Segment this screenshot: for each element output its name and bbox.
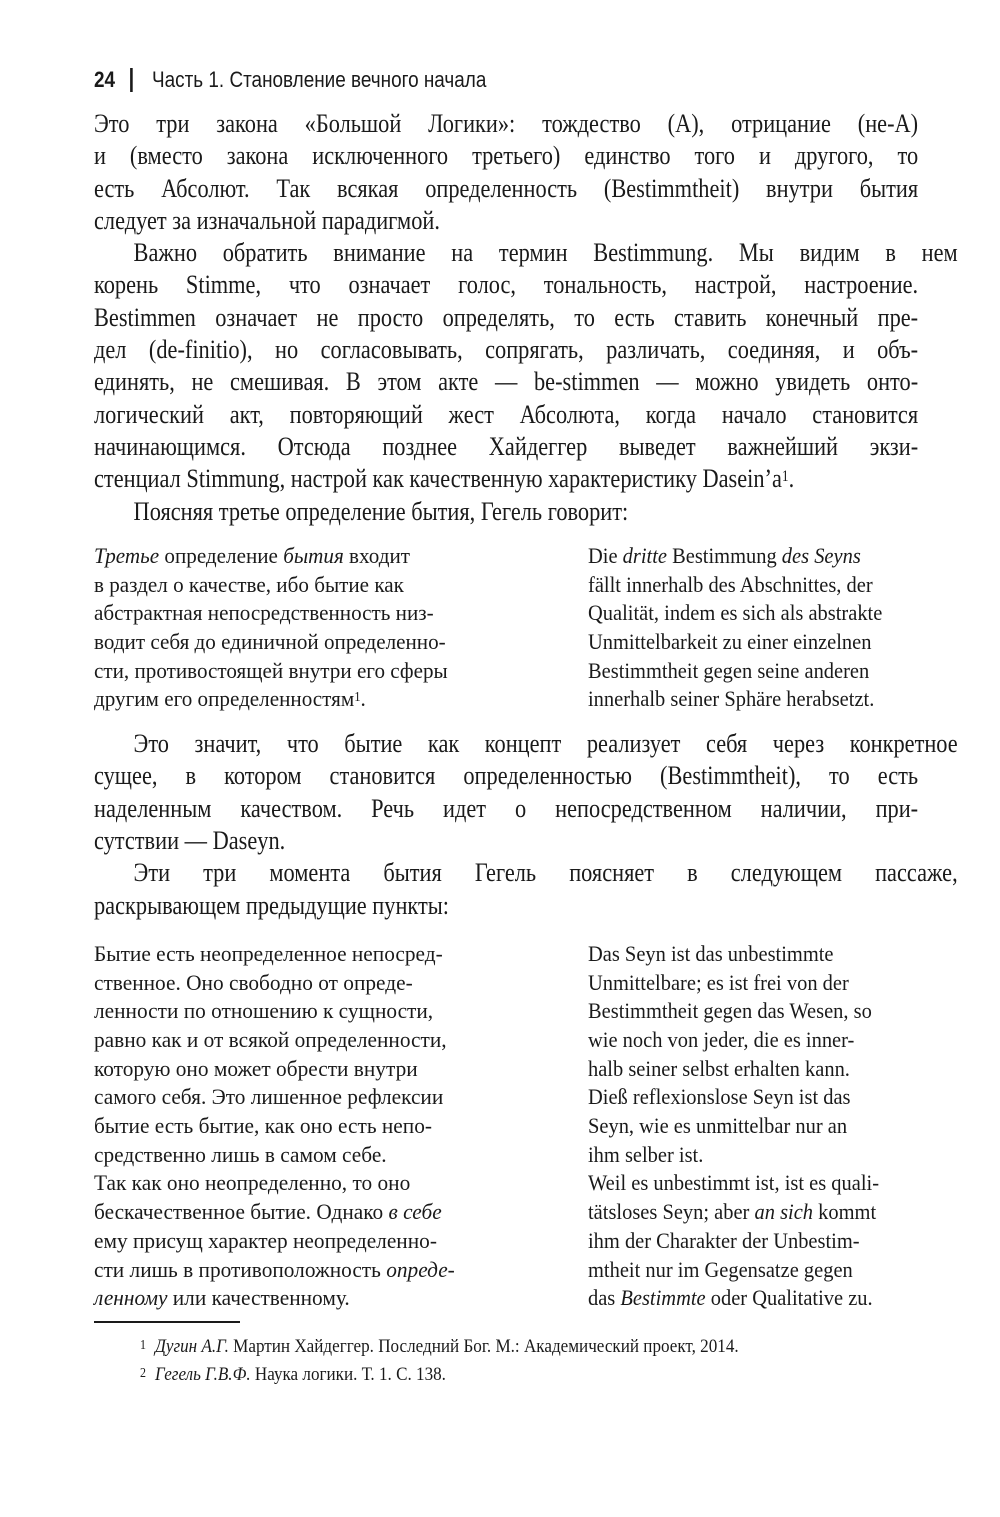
text-line: бытие есть бытие, как оно есть непо- [94, 1113, 432, 1139]
text-line: ленности по отношению к сущности, [94, 998, 434, 1024]
text-line: в раздел о качестве, ибо бытие как [94, 571, 404, 597]
text-line [588, 1284, 908, 1313]
italic-text: опреде- [386, 1256, 455, 1282]
quote-german [588, 542, 932, 714]
text-line: водит себя до единичной определенно- [94, 628, 446, 654]
footnotes [94, 1333, 918, 1389]
text-line: сти, противостоящей внутри его сферы [94, 657, 448, 683]
text-line: innerhalb seiner Sphäre herabsetzt. [588, 686, 875, 712]
text-line: начинающимся. Отсюда позднее Хайдеггер выведет важнейший экзи- [94, 431, 919, 461]
quote-russian [94, 940, 534, 1313]
text-line: Unmittelbarkeit zu einer einzelnen [588, 628, 872, 654]
italic-text: в себе [388, 1199, 442, 1225]
italic-text: бытия [283, 542, 344, 568]
text-line: и (вместо закона исключенного третьего) единство того и другого, то [94, 141, 919, 171]
text-line: Qualität, indem es sich als abstrakte [588, 600, 883, 626]
text-line: Это три закона «Большой Логики»: тождество (А), отрицание (не-А) [94, 109, 919, 138]
paragraph-2 [94, 237, 958, 495]
text-line: есть Абсолют. Так всякая определенность (Bestimmtheit) внутри бытия [94, 173, 919, 203]
text-line: равно как и от всякой определенности, [94, 1026, 447, 1052]
text-line: Так как оно неопределенно, то оно [94, 1170, 411, 1196]
running-head [94, 60, 803, 100]
text-segment: бескачественное бытие. Однако [94, 1199, 389, 1225]
paragraph-3 [94, 496, 918, 528]
text-line: Важно обратить внимание на термин Bestimmung. Мы видим в нем [133, 238, 958, 268]
text-segment: das [588, 1285, 621, 1311]
text-line: ему присущ характер неопределенно- [94, 1227, 437, 1253]
italic-text: dritte [622, 542, 667, 568]
text-line [588, 542, 908, 571]
text-segment: сти лишь в противоположность [94, 1256, 387, 1282]
text-line: средственно лишь в самом себе. [94, 1141, 387, 1167]
quote-russian [94, 542, 534, 714]
text-line: Бытие есть неопределенное непосред- [94, 940, 443, 966]
text-line: наделенным качеством. Речь идет о непосредственном наличии, при- [94, 793, 919, 823]
footnote-number: 2 [140, 1364, 146, 1380]
text-line: Это значит, что бытие как концепт реализует себя через конкретное [133, 729, 958, 759]
paragraph-4 [94, 728, 958, 857]
text-line: абстрактная непосредственность низ- [94, 600, 434, 626]
text-line: Bestimmen означает не просто определять, то есть ставить конечный пре- [94, 302, 919, 332]
header-divider [131, 68, 134, 92]
chapter-title: Часть 1. Становление вечного начала [152, 67, 487, 92]
text-segment: tätsloses Seyn; aber [588, 1199, 755, 1225]
text-line [94, 1198, 521, 1227]
text-line: корень Stimme, что означает голос, тональность, настрой, настроение. [94, 270, 919, 300]
text-line: Unmittelbare; es ist frei von der [588, 969, 849, 995]
text-line: mtheit nur im Gegensatze gegen [588, 1256, 853, 1282]
footnote-text: Наука логики. Т. 1. С. 138. [250, 1363, 446, 1385]
parallel-quote-1 [94, 542, 918, 714]
text-line: Bestimmtheit gegen seine anderen [588, 657, 870, 683]
main-text [94, 108, 958, 1313]
text-segment: другим его определенностям [94, 686, 355, 712]
footnote-number: 1 [140, 1336, 146, 1352]
text-line: которую оно может обрести внутри [94, 1055, 418, 1081]
text-line: fällt innerhalb des Abschnittes, der [588, 571, 873, 597]
footnote-author: Дугин А.Г. [154, 1335, 229, 1357]
text-line [94, 1256, 521, 1285]
text-line: самого себя. Это лишенное рефлексии [94, 1084, 444, 1110]
paragraph-1 [94, 108, 918, 237]
text-line: сутствии — Daseyn. [94, 825, 286, 855]
text-segment: Bestimmung [666, 542, 782, 568]
text-line: другим его определенностям$^1$. [94, 686, 366, 712]
text-line: ihm selber ist. [588, 1141, 704, 1167]
footnote-text: Мартин Хайдеггер. Последний Бог. М.: Академический проект, 2014. [228, 1335, 739, 1357]
text-line: wie noch von jeder, die es inner- [588, 1026, 855, 1052]
page-number: 24 [94, 67, 116, 92]
footnote-2 [140, 1361, 840, 1389]
italic-text: Третье [94, 542, 160, 568]
footnote-ref[interactable]: 1 [781, 468, 789, 486]
text-line: логический акт, повторяющий жест Абсолюта, когда начало становится [94, 399, 919, 429]
italic-text: des Seyns [781, 542, 861, 568]
italic-text: an sich [754, 1199, 814, 1225]
text-line: Эти три момента бытия Гегель поясняет в следующем пассаже, [133, 858, 958, 888]
text-segment: входит [343, 542, 411, 568]
text-line: ihm der Charakter der Unbestim- [588, 1227, 860, 1253]
text-line: Dieß reflexionslose Seyn ist das [588, 1084, 851, 1110]
text-line: Das Seyn ist das unbestimmte [588, 940, 834, 966]
text-line: halb seiner selbst erhalten kann. [588, 1055, 850, 1081]
text-segment: oder Qualitative zu. [705, 1285, 873, 1311]
footnote-author: Гегель Г.В.Ф. [154, 1363, 251, 1385]
text-line: сущее, в котором становится определенностью (Bestimmtheit), то есть [94, 761, 919, 791]
text-segment: определение [159, 542, 284, 568]
text-line: Поясняя третье определение бытия, Гегель говорит: [133, 496, 629, 526]
text-line [94, 542, 516, 571]
footnote-1 [140, 1333, 840, 1361]
text-line: Weil es unbestimmt ist, ist es quali- [588, 1170, 880, 1196]
text-line [94, 1284, 521, 1313]
text-segment: kommt [813, 1199, 877, 1225]
text-line: ственное. Оно свободно от опреде- [94, 969, 413, 995]
text-line: следует за изначальной парадигмой. [94, 205, 440, 235]
text-line: Seyn, wie es unmittelbar nur an [588, 1113, 848, 1139]
text-line: стенциал Stimmung, настрой как качественную характеристику $Dasein’a^1$. [94, 464, 795, 494]
italic-text: ленному [94, 1285, 168, 1311]
text-line: дел (de-finitio), но согласовывать, сопрягать, различать, соединяя, и объ- [94, 335, 919, 365]
footnote-ref[interactable]: 1 [354, 689, 361, 705]
footnote-separator [94, 1321, 240, 1323]
text-line: Bestimmtheit gegen das Wesen, so [588, 998, 872, 1024]
book-page [94, 60, 958, 1389]
text-line: единять, не смешивая. В этом акте — be-stimmen — можно увидеть онто- [94, 367, 919, 397]
text-line: раскрывающем предыдущие пункты: [94, 890, 449, 920]
text-segment: Die [588, 542, 623, 568]
text-segment: или качественному. [167, 1285, 350, 1311]
text-segment: стенциал Stimmung, настрой как качественную характеристику Dasein’a [94, 464, 782, 494]
text-line [588, 1198, 908, 1227]
italic-text: Bestimmte [620, 1285, 706, 1311]
parallel-quote-2 [94, 940, 918, 1313]
paragraph-5 [94, 857, 958, 922]
quote-german [588, 940, 932, 1313]
